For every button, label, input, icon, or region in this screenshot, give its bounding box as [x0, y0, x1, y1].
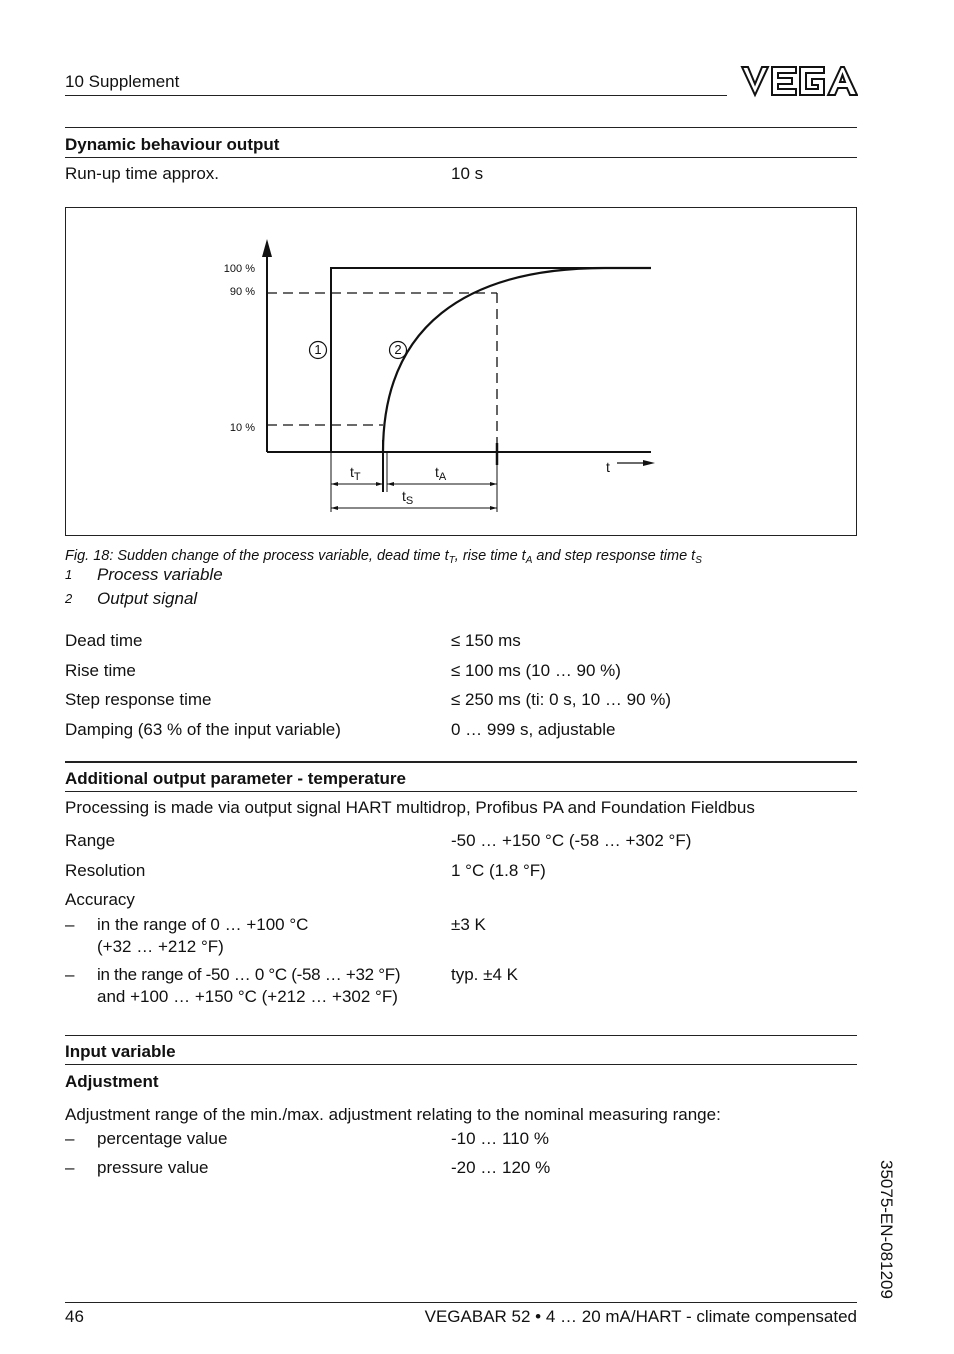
timing-value: ≤ 250 ms (ti: 0 s, 10 … 90 %) — [451, 690, 672, 709]
header-rule — [65, 95, 727, 96]
accuracy-range-1-line2: (+32 … +212 °F) — [97, 937, 224, 956]
product-name: VEGABAR 52 • 4 … 20 mA/HART - climate compensated — [424, 1307, 857, 1326]
tS-label: $t_S$ — [402, 488, 414, 507]
t-arrow-head — [643, 460, 655, 466]
range-value: -50 … +150 °C (-58 … +302 °F) — [451, 831, 692, 850]
legend-num-1: 1 — [65, 567, 73, 582]
section-rule — [65, 127, 857, 128]
accuracy-value-1: ±3 K — [451, 915, 486, 934]
temperature-heading: Additional output parameter - temperature — [65, 769, 406, 788]
accuracy-range-2-line2: and +100 … +150 °C (+212 … +302 °F) — [97, 987, 398, 1006]
heading-underline — [65, 1064, 857, 1065]
page-number: 46 — [65, 1307, 84, 1326]
y-label-90: 90 % — [229, 286, 255, 298]
legend-text-1: Process variable — [97, 565, 223, 584]
accuracy-range-1-line1: in the range of 0 … +100 °C — [97, 915, 309, 934]
section-rule — [65, 761, 857, 763]
adjustment-item-value: -10 … 110 % — [451, 1129, 549, 1148]
runup-label: Run-up time approx. — [65, 164, 220, 183]
timing-label: Damping (63 % of the input variable) — [65, 720, 341, 739]
tA-label: $t_A$ — [435, 464, 447, 483]
runup-value: 10 s — [451, 164, 484, 183]
adjustment-subheading: Adjustment — [65, 1072, 159, 1091]
adjustment-item-label: pressure value — [97, 1158, 209, 1177]
marker-2-label: 2 — [394, 342, 402, 357]
accuracy-label: Accuracy — [65, 890, 135, 909]
y-label-100: 100 % — [223, 263, 255, 275]
tT-label: $t_T$ — [350, 464, 361, 483]
timing-label: Rise time — [65, 661, 136, 680]
heading-underline — [65, 157, 857, 158]
section-rule — [65, 1035, 857, 1036]
figure-caption: Fig. 18: Sudden change of the process variable, dead time $t_T$, rise time $t_A$ and step response time $t_S$ — [65, 548, 702, 566]
timing-label: Dead time — [65, 631, 143, 650]
list-dash: – — [65, 1129, 75, 1148]
section-title: 10 Supplement — [65, 72, 180, 91]
accuracy-value-2: typ. ±4 K — [451, 965, 518, 984]
list-dash: – — [65, 915, 75, 934]
resolution-label: Resolution — [65, 861, 146, 880]
list-dash: – — [65, 965, 75, 984]
range-label: Range — [65, 831, 116, 850]
y-label-10: 10 % — [229, 422, 255, 434]
t-axis-label: t — [606, 459, 610, 475]
adjustment-intro: Adjustment range of the min./max. adjustment relating to the nominal measuring range: — [65, 1105, 721, 1124]
footer-rule — [65, 1302, 857, 1303]
document-number: 35075-EN-081209 — [877, 1160, 896, 1299]
step-response-diagram — [65, 207, 857, 536]
dynamic-heading: Dynamic behaviour output — [65, 135, 280, 154]
input-heading: Input variable — [65, 1042, 176, 1061]
list-dash: – — [65, 1158, 75, 1177]
timing-label: Step response time — [65, 690, 212, 709]
marker-1-label: 1 — [314, 342, 322, 357]
timing-value: ≤ 150 ms — [451, 631, 521, 650]
accuracy-range-2-line1: in the range of -50 … 0 °C (-58 … +32 °F) — [97, 965, 401, 984]
resolution-value: 1 °C (1.8 °F) — [451, 861, 546, 880]
vega-logo — [740, 64, 858, 98]
output-signal-curve — [383, 268, 651, 452]
legend-num-2: 2 — [65, 591, 73, 606]
legend-text-2: Output signal — [97, 589, 198, 608]
adjustment-item-value: -20 … 120 % — [451, 1158, 551, 1177]
heading-underline — [65, 791, 857, 792]
y-axis-arrow — [262, 239, 272, 257]
timing-value: 0 … 999 s, adjustable — [451, 720, 616, 739]
adjustment-item-label: percentage value — [97, 1129, 228, 1148]
temperature-intro: Processing is made via output signal HART multidrop, Profibus PA and Foundation Fieldbus — [65, 798, 755, 817]
timing-value: ≤ 100 ms (10 … 90 %) — [451, 661, 621, 680]
